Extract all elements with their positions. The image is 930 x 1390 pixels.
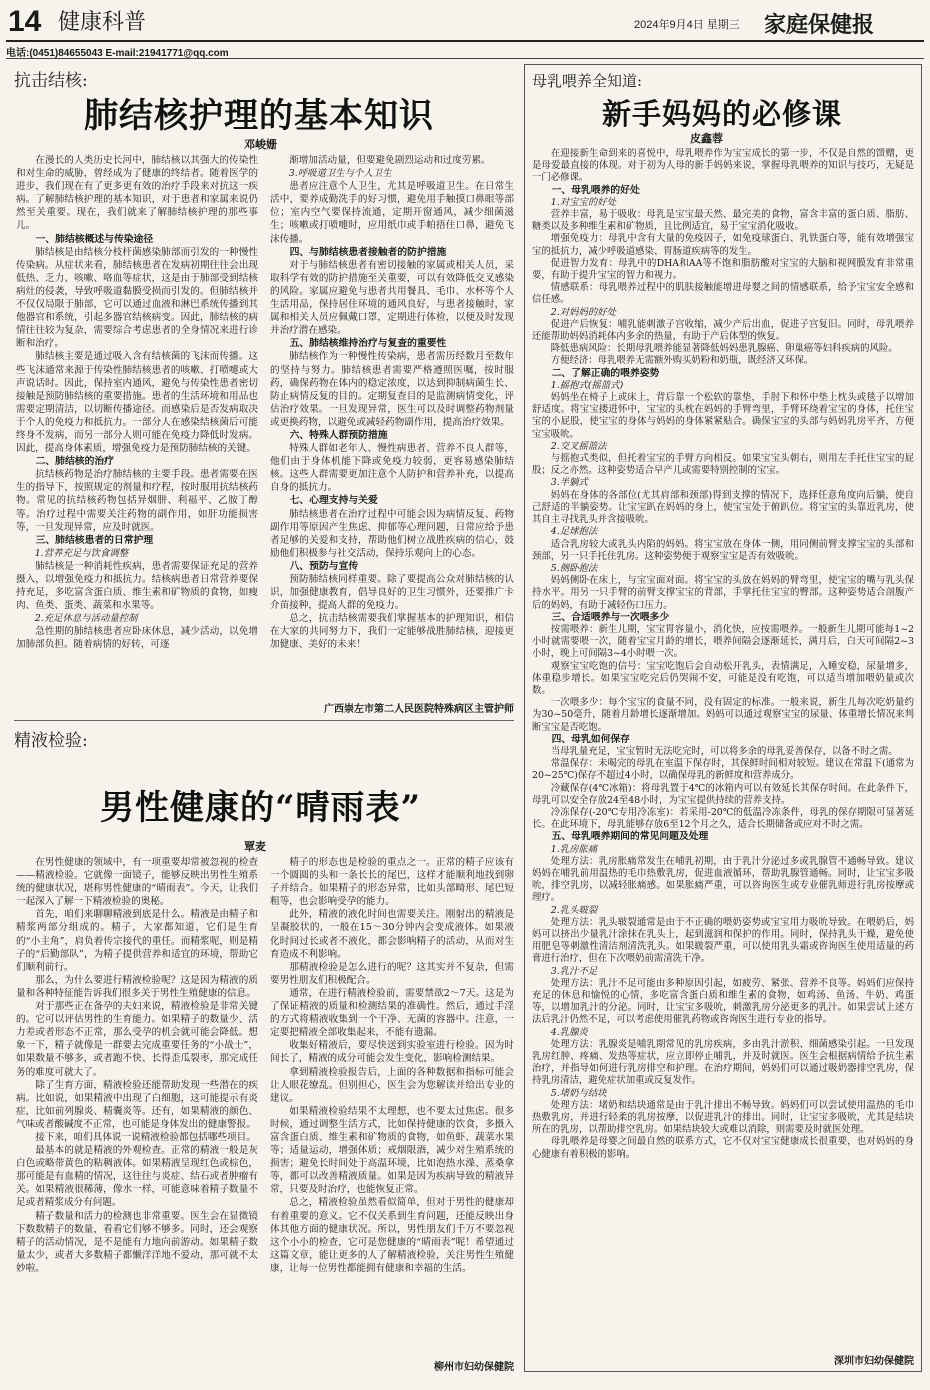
paragraph: 总之，精液检验虽然看似简单，但对于男性的健康却有着重要的意义。它不仅关系到生育问题，还能反映出身体其他方面的健康状况。所以，男性朋友们千万不要忽视这个小小的检查，它可是您健康的“晴雨表”呢！希望通过这篇文章，能让更多的人了解精液检验，关注男性生殖健康，让每一位男性都能拥有健康和幸福的生活。 <box>270 1197 514 1274</box>
section-heading: 八、预防与宣传 <box>289 560 359 572</box>
paragraph: 与摇抱式类似，但托着宝宝的手臂方向相反。如果宝宝头朝右，则用左手托住宝宝的屁股；反之亦然。这种姿势适合早产儿或需要特别控制的宝宝。 <box>532 453 914 477</box>
paragraph: 促进产后恢复：哺乳能刺激子宫收缩，减少产后出血，促进子宫复旧。同时，母乳喂养还能帮助妈妈消耗体内多余的热量，有助于产后体型的恢复。 <box>532 318 914 343</box>
section-heading: 一、肺结核概述与传染途径 <box>35 233 154 245</box>
paragraph: 妈妈在身体的各部位(尤其肩部和颈部)得到支撑的情况下，选择任意角度向后躺，使自己舒适的半躺姿势。让宝宝趴在妈妈的身上，使宝宝处于俯趴位。将宝宝的头靠近乳房，使其自主寻找乳头并含接吸吮。 <box>532 489 914 526</box>
article3-author: 皮鑫蓉 <box>690 132 723 145</box>
sub-heading: 3.呼吸道卫生与个人卫生 <box>288 168 392 180</box>
paragraph: 除了生育方面，精液检验还能帮助发现一些潜在的疾病。比如说，如果精液中出现了白细胞，这可能提示有炎症，比如前列腺炎、精囊炎等。还有，如果精液的颜色、气味或者酸碱度不正常，也可能是身体发出的健康警报。 <box>16 1079 258 1130</box>
article2-column-1 <box>16 856 258 1372</box>
paragraph: 在漫长的人类历史长河中，肺结核以其强大的传染性和对生命的威胁，曾经成为了健康的终结者。随着医学的进步，我们现在有了更多更有效的治疗手段来对抗这一疾病。了解肺结核护理的基本知识，对于患者和家属来说仍然至关重要。现在，我们就来了解肺结核护理的那些事儿。 <box>16 155 258 232</box>
sub-heading: 3.半躺式 <box>550 477 588 489</box>
article1-kicker: 抗击结核: <box>14 71 88 91</box>
paragraph: 母乳喂养是母婴之间最自然的联系方式，它不仅对宝宝健康成长很重要，也对妈妈的身心健康有着积极的影响。 <box>532 1136 914 1160</box>
paragraph: 抗结核药物是治疗肺结核的主要手段。患者需要在医生的指导下，按照规定的剂量和疗程，按时服用抗结核药物。常见的抗结核药物包括异烟肼、利福平、乙胺丁醇等。治疗过程中需要关注药物的副作用，如肝功能损害等，一旦发现异常，应及时就医。 <box>16 469 258 533</box>
article2-column-2 <box>270 856 514 1356</box>
sub-heading: 1.摇抱式(摇篮式) <box>550 379 624 391</box>
section-heading: 一、母乳喂养的好处 <box>551 184 640 196</box>
article2-kicker: 精液检验: <box>14 731 88 751</box>
paragraph: 渐增加活动量，但要避免剧烈运动和过度劳累。 <box>289 155 491 166</box>
paragraph: 情感联系：母乳喂养过程中的肌肤接触能增进母婴之间的情感联系，给予宝宝安全感和信任感。 <box>532 282 914 306</box>
paragraph: 冷冻保存(-20℃专用冷冻室)：若采用-20℃的低温冷冻条件，母乳的保存期限可显著延长。在此环境下，母乳能够存放6至12个月之久，适合长期储备或应对不时之需。 <box>532 806 914 831</box>
contact-info: 电话:(0451)84655043 E-mail:21941771@qq.com <box>6 48 229 59</box>
section-heading: 四、与肺结核患者接触者的防护措施 <box>289 246 447 258</box>
sub-heading: 2.交叉摇篮法 <box>550 440 607 452</box>
paragraph: 方便经济：母乳喂养无需额外购买奶粉和奶瓶，既经济又环保。 <box>550 355 814 367</box>
paragraph: 患者应注意个人卫生，尤其是呼吸道卫生。在日常生活中，要养成勤洗手的好习惯，避免用手触摸口鼻眼等部位；室内空气要保持流通，定期开窗通风，减少细菌滋生；咳嗽或打喷嚏时，应用纸巾或手帕捂住口鼻，避免飞沫传播。 <box>270 181 514 245</box>
paragraph: 拿到精液检验报告后，上面的各种数据和指标可能会让人眼花缭乱。但别担心，医生会为您解读并给出专业的建议。 <box>270 1066 514 1104</box>
article3-kicker: 母乳喂养全知道: <box>532 72 643 90</box>
article2-signature: 柳州市妇幼保健院 <box>434 1362 514 1373</box>
paragraph: 常温保存：未喝完的母乳在室温下保存时，其保鲜时间相对较短。建议在常温下(通常为20~25℃)保存不超过4小时，以确保母乳的新鲜度和营养成分。 <box>532 758 914 782</box>
paragraph: 在迎接新生命到来的喜悦中，母乳喂养作为宝宝成长的第一步，不仅是自然的馈赠，更是母爱最直接的体现。对于初为人母的新手妈妈来说，掌握母乳喂养的知识与技巧，无疑是一门必修课。 <box>532 148 914 184</box>
paragraph: 处理方法：乳头皲裂通常是由于不正确的喂奶姿势或宝宝用力吸吮导致。在喂奶后，妈妈可以挤出少量乳汁涂抹在乳头上，起到滋润和保护的作用。同时，保持乳头干燥，避免使用肥皂等刺激性清洁剂清洗乳头。如果皲裂严重，可以使用乳头霜或咨询医生使用适量的药膏进行治疗，但在下次喂奶前需清洗干净。 <box>532 916 914 965</box>
paragraph: 妈妈坐在椅子上或床上，背后靠一个松软的靠垫，手肘下和怀中垫上枕头或毯子以增加舒适度。将宝宝搂进怀中，宝宝的头枕在妈妈的手臂弯里，手臂环绕着宝宝的身体，托住宝宝的小屁股，使宝宝的身体与妈妈的身体紧紧贴合。确保宝宝的头部与妈妈乳房平齐，方便宝宝吸吮。 <box>532 392 914 440</box>
paragraph: 此外，精液的液化时间也需要关注。刚射出的精液是呈凝胶状的，一般在15～30分钟内会变成液体。如果液化时间过长或者不液化，都会影响精子的活动，从而对生育造成不利影响。 <box>270 909 514 960</box>
article2-author: 覃麦 <box>244 840 266 853</box>
paragraph: 当母乳量充足，宝宝暂时无法吃完时，可以将多余的母乳妥善保存，以备不时之需。 <box>550 745 898 757</box>
paragraph: 肺结核作为一种慢性传染病，患者需历经数月至数年的坚持与努力。肺结核患者需要严格遵照医嘱，按时服药，确保药物在体内的稳定浓度，以达到抑制病菌生长、防止病情反复的目的。定期复查目的是监测病情变化，评估治疗效果。一旦发现异常，医生可以及时调整药物剂量或更换药物，以避免或减轻药物副作用，提高治疗效果。 <box>270 351 514 428</box>
paragraph: 对于那些正在备孕的夫妇来说，精液检验是非常关键的。它可以评估男性的生育能力。如果精子的数量少、活力差或者形态不正常，那么受孕的机会就可能会降低。想象一下，精子就像是一群要去完成重要任务的“小战士”，如果数量不够多，或者跑不快、长得歪瓜裂枣，那完成任务的难度可就大了。 <box>16 1001 258 1078</box>
paragraph: 急性期的肺结核患者应卧床休息，减少活动，以免增加肺部负担。随着病情的好转，可逐 <box>16 626 258 651</box>
paragraph: 一次喂多少：每个宝宝的食量不同，没有固定的标准。一般来说，新生儿每次吃奶量约为30~50毫升，随着月龄增长逐渐增加。妈妈可以通过观察宝宝的尿量、体重增长情况来判断宝宝是否吃饱。 <box>532 697 914 733</box>
article-separator <box>14 720 514 721</box>
sub-heading: 1.营养充足与饮食调整 <box>34 547 129 559</box>
paragraph: 适合乳房较大或乳头内陷的妈妈。将宝宝放在身体一侧，用同侧前臂支撑宝宝的头部和颈部，另一只手托住乳房。这种姿势便于观察宝宝是否有效吸吮。 <box>532 538 914 562</box>
paragraph: 处理方法：乳腺炎是哺乳期常见的乳房疾病，多由乳汁淤积、细菌感染引起。一旦发现乳房红肿、疼痛、发热等症状，应立即停止哺乳，并及时就医。医生会根据病情给予抗生素治疗，并指导如何进行乳房排空和护理。在治疗期间，妈妈们可以通过吸奶器排空乳房，保持乳房清洁，避免症状加重或反复发作。 <box>532 1038 914 1087</box>
article1-column-1 <box>16 154 258 714</box>
issue-date: 2024年9月4日 星期三 <box>634 19 740 31</box>
paragraph: 最基本的就是精液的外观检查。正常的精液一般是灰白色或略带黄色的粘稠液体。如果精液呈现红色或棕色，那可能是有血精的情况，这往往与炎症、结石或者肿瘤有关。如果精液很稀薄，像水一样，可能意味着精子数量不足或者精浆成分有问题。 <box>16 1145 258 1209</box>
paragraph: 首先，咱们来聊聊精液到底是什么。精液是由精子和精浆两部分组成的。精子，大家都知道，它们是生育的“小主角”，肩负着传宗接代的重任。而精浆呢，则是精子的“后勤部队”，为精子提供营养和适宜的环境，帮助它们顺利前行。 <box>16 909 258 973</box>
paragraph: 总之，抗击结核需要我们掌握基本的护理知识，相信在大家的共同努力下，我们一定能够战胜肺结核，迎接更加健康、美好的未来！ <box>270 613 514 651</box>
sub-heading: 2.乳头皲裂 <box>550 904 598 916</box>
article3-body <box>532 148 914 1348</box>
paragraph: 降低患病风险：长期母乳喂养能显著降低妈妈患乳腺癌、卵巢癌等妇科疾病的风险。 <box>550 343 898 355</box>
paragraph: 在男性健康的领域中，有一项重要却常被忽视的检查——精液检验。它就像一面镜子，能够反映出男性生殖系统的健康状况，堪称男性健康的“晴雨表”。今天，让我们一起深入了解一下精液检验的奥秘。 <box>16 857 258 908</box>
article2-title: 男性健康的“晴雨表” <box>100 788 422 828</box>
paragraph: 通常，在进行精液检验前，需要禁欲2～7天。这是为了保证精液的质量和检测结果的准确性。然后，通过手淫的方式将精液收集到一个干净、无菌的容器中。注意，一定要把精液全部收集起来，不能有遗漏。 <box>270 987 514 1039</box>
paragraph: 处理方法：乳汁不足可能由多种原因引起，如疲劳、紧张、营养不良等。妈妈们应保持充足的休息和愉悦的心情，多吃富含蛋白质和维生素的食物，如鸡汤、鱼汤、牛奶、鸡蛋等，以增加乳汁的分泌。同时，让宝宝多吸吮，刺激乳房分泌更多的乳汁。如果尝试上述方法后乳汁仍然不足，可以考虑使用催乳药物或咨询医生进行专业的指导。 <box>532 977 914 1026</box>
paragraph: 处理方法：乳房胀痛常发生在哺乳初期，由于乳汁分泌过多或乳腺管不通畅导致。建议妈妈在哺乳前用温热的毛巾热敷乳房，促进血液循环，帮助乳腺管通畅。同时，让宝宝多吸吮，排空乳房，以减轻胀痛感。如果胀痛严重，可以咨询医生或专业催乳师进行乳房按摩或理疗。 <box>532 855 914 904</box>
paragraph: 接下来，咱们具体说一说精液检验都包括哪些项目。 <box>35 1131 256 1143</box>
paragraph: 营养丰富，易于吸收：母乳是宝宝最天然、最完美的食物，富含丰富的蛋白质、脂肪、糖类以及多种维生素和矿物质，且比例适宜，易于宝宝消化吸收。 <box>532 209 914 233</box>
section-heading: 五、母乳喂养期间的常见问题及处理 <box>551 831 709 843</box>
paragraph: 精子数量和活力的检测也非常重要。医生会在显微镜下数数精子的数量，看看它们够不够多。同时，还会观察精子的活动情况，是不是能有力地向前游动。如果精子数量太少，或者大多数精子都懒洋洋地不爱动，那可就不太妙啦。 <box>16 1210 258 1274</box>
paragraph: 按需喂养：新生儿期，宝宝胃容量小，消化快，应按需喂养。一般新生儿期可能每1~2小时就需要喂一次，随着宝宝月龄的增长，喂养间隔会逐渐延长，满月后，白天可间隔2~3小时，晚上可间隔3~4小时喂一次。 <box>532 623 914 660</box>
article1-author: 邓峻姗 <box>244 138 277 151</box>
section-heading: 三、合适喂养与一次喂多少 <box>551 611 670 623</box>
paragraph: 特殊人群如老年人、慢性病患者、营养不良人群等，他们由于身体机能下降或免疫力较弱，更容易感染肺结核。这些人群需要更加注意个人防护和营养补充，以提高自身的抵抗力。 <box>270 443 514 494</box>
paragraph: 冷藏保存(4℃冰箱)：将母乳置于4℃的冰箱内可以有效延长其保存时间。在此条件下，母乳可以安全存放24至48小时，为宝宝提供持续的营养支持。 <box>532 782 914 806</box>
header-rule <box>6 40 924 42</box>
section-heading: 二、了解正确的喂养姿势 <box>551 367 660 379</box>
sub-heading: 5.侧卧抱法 <box>550 562 598 574</box>
paragraph: 妈妈侧卧在床上，与宝宝面对面。将宝宝的头放在妈妈的臂弯里，使宝宝的嘴与乳头保持水平。用另一只手臂的前臂支撑宝宝的背部，手掌托住宝宝的臀部。这种姿势适合剖腹产后的妈妈，有助于减轻伤口压力。 <box>532 575 914 611</box>
section-heading: 四、母乳如何保存 <box>551 733 630 745</box>
paragraph: 肺结核主要是通过吸入含有结核菌的飞沫而传播。这些飞沫通常来源于传染性肺结核患者的咳嗽、打喷嚏或大声说话时。因此，保持室内通风，避免与传染性患者密切接触是预防肺结核的重要措施。患者的生活环境和用品也需要定期清洁，以切断传播途径。而感染后是否发病取决于个人的免疫力和抵抗力。一部分人在感染结核菌后可能终身不发病，而另一部分人则可能在免疫力降低时发病。因此，提高身体素质，增强免疫力是预防肺结核的关键。 <box>16 351 258 455</box>
paragraph: 精子的形态也是检验的重点之一。正常的精子应该有一个圆圆的头和一条长长的尾巴，这样才能顺利地找到卵子并结合。如果精子的形态异常，比如头部畸形、尾巴短粗等，也会影响受孕的能力。 <box>270 857 514 908</box>
paragraph: 那么，为什么要进行精液检验呢？这是因为精液的质量和各种特征能告诉我们很多关于男性生殖健康的信息。 <box>16 974 258 999</box>
article3-title: 新手妈妈的必修课 <box>602 97 843 131</box>
paper-name: 家庭保健报 <box>764 12 875 38</box>
sub-heading: 4.乳腺炎 <box>550 1026 588 1038</box>
paragraph: 收集好精液后，要尽快送到实验室进行检验。因为时间长了，精液的成分可能会发生变化，影响检测结果。 <box>270 1040 514 1065</box>
sub-heading: 1.乳房胀痛 <box>550 843 598 855</box>
header-subrule <box>6 58 924 59</box>
section-heading: 六、特殊人群预防措施 <box>289 429 388 441</box>
paragraph: 肺结核患者在治疗过程中可能会因为病情反复、药物副作用等原因产生焦虑、抑郁等心理问题，日常应给予患者足够的关爱和支持，帮助他们树立战胜疾病的信心，鼓励他们积极参与社交活动，保持乐观向上的心态。 <box>270 508 514 559</box>
article1-signature: 广西崇左市第二人民医院特殊病区主管护师 <box>324 704 514 715</box>
sub-heading: 2.充足休息与活动量控制 <box>34 613 138 625</box>
sub-heading: 5.堵奶与结块 <box>550 1087 607 1099</box>
paragraph: 预防肺结核同样重要。除了要提高公众对肺结核的认识，加强健康教育，倡导良好的卫生习惯外，还要推广卡介苗接种，提高人群的免疫力。 <box>270 574 514 612</box>
section-heading: 七、心理支持与关爱 <box>289 495 378 507</box>
paragraph: 处理方法：堵奶和结块通常是由于乳汁排出不畅导致。妈妈们可以尝试使用温热的毛巾热敷乳房，并进行轻柔的乳房按摩，以促进乳汁的排出。同时，让宝宝多吸吮，尤其是结块所在的乳房，以帮助排空乳房。如果结块较大或难以消除，则需要及时就医处理。 <box>532 1099 914 1136</box>
section-heading: 五、肺结核维持治疗与复查的重要性 <box>289 338 447 350</box>
paragraph: 肺结核是一种消耗性疾病，患者需要保证充足的营养摄入，以增强免疫力和抵抗力。结核病患者日常营养要保持充足，多吃富含蛋白质、维生素和矿物质的食物，如瘦肉、鱼类、蛋类、蔬菜和水果等。 <box>16 560 258 612</box>
paragraph: 肺结核是由结核分枝杆菌感染肺部而引发的一种慢性传染病。从症状来看，肺结核患者在发病初期往往会出现低热、乏力、咳嗽、咯血等症状，这是由于肺部受到结核病灶的侵袭，导致呼吸道黏膜受损而引发的。但肺结核并不仅仅局限于肺部，它可以通过血液和淋巴系统传播到其他器官和系统，引起多器官结核病变。因此，肺结核的病情往往较为复杂，需要综合考虑患者的全身情况来进行诊断和治疗。 <box>16 246 258 350</box>
page-number: 14 <box>8 5 42 38</box>
paragraph: 那精液检验是怎么进行的呢？这其实并不复杂，但需要男性朋友们积极配合。 <box>270 961 514 986</box>
article1-column-2 <box>270 154 514 694</box>
paragraph: 如果精液检验结果不太理想，也不要太过焦虑。很多时候，通过调整生活方式，比如保持健康的饮食，多摄入富含蛋白质、维生素和矿物质的食物，如鱼虾、蔬菜水果等；适量运动，增强体质；戒烟限酒，减少对生殖系统的损害；避免长时间处于高温环境，比如泡热水澡、蒸桑拿等，都可以改善精液质量。如果是因为疾病导致的精液异常，只要及时治疗，也能恢复正常。 <box>270 1105 514 1196</box>
article1-title: 肺结核护理的基本知识 <box>84 96 434 136</box>
section-heading: 三、肺结核患者的日常护理 <box>35 534 154 546</box>
sub-heading: 3.乳汁不足 <box>550 965 598 977</box>
paragraph: 增强免疫力：母乳中含有大量的免疫因子，如免疫球蛋白、乳铁蛋白等，能有效增强宝宝的抵抗力，减少呼吸道感染、胃肠道疾病等的发生。 <box>532 233 914 257</box>
sub-heading: 4.足球抱法 <box>550 526 598 538</box>
sub-heading: 2.对妈妈的好处 <box>550 306 616 318</box>
paragraph: 观察宝宝吃饱的信号：宝宝吃饱后会自动松开乳头，表情满足，入睡安稳，尿量增多，体重稳步增长。如果宝宝吃完后仍哭闹不安，可能是没有吃饱，可以适当增加喂奶量或次数。 <box>532 660 914 696</box>
paragraph: 促进智力发育：母乳中的DHA和AA等不饱和脂肪酸对宝宝的大脑和视网膜发育非常重要，有助于提升宝宝的智力和视力。 <box>532 257 914 282</box>
article3-signature: 深圳市妇幼保健院 <box>834 1356 914 1367</box>
section-title: 健康科普 <box>58 10 147 35</box>
sub-heading: 1.对宝宝的好处 <box>550 196 616 208</box>
section-heading: 二、肺结核的治疗 <box>35 456 114 468</box>
paragraph: 对于与肺结核患者有密切接触的家属或相关人员，采取科学有效的防护措施至关重要，可以有效降低交叉感染的风险。家属应避免与患者共用餐具、毛巾、水杯等个人生活用品，保持居住环境的通风良好，与患者接触时，家属和相关人员应佩戴口罩，定期进行体检，以便及时发现并治疗潜在感染。 <box>270 259 514 337</box>
